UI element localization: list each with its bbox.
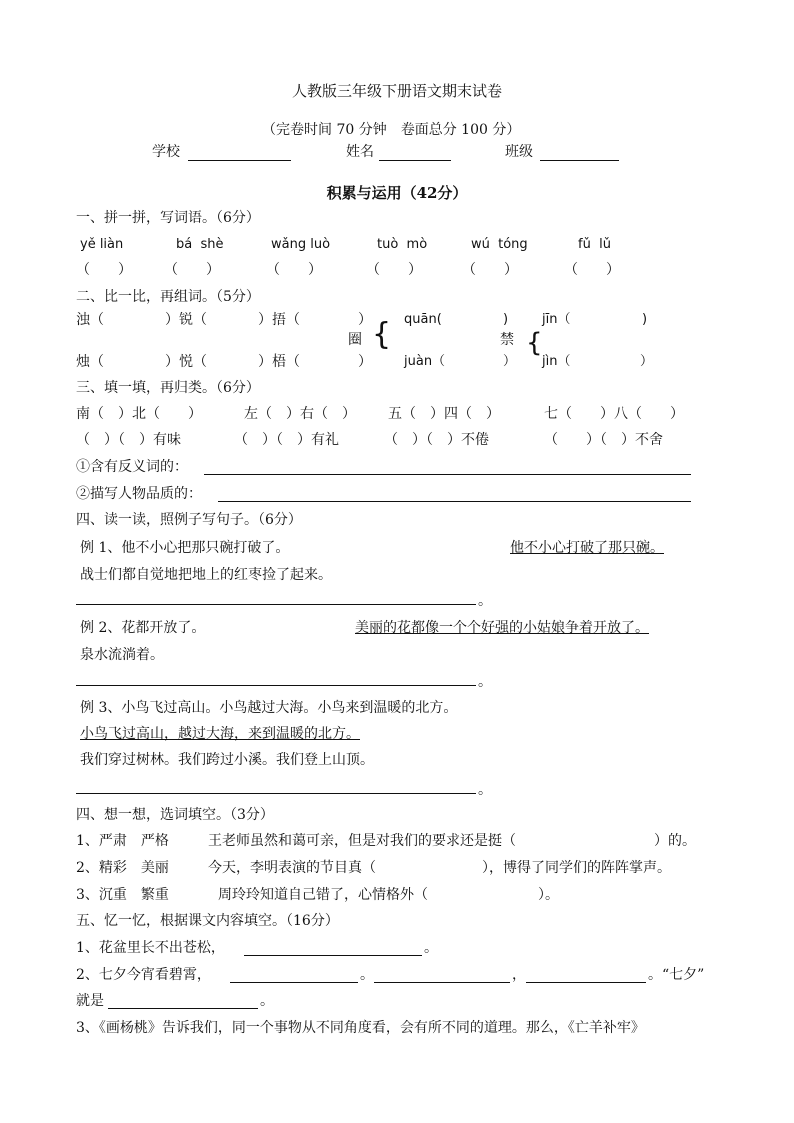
q6-line-2-end: 。“七夕” <box>648 967 705 983</box>
answer-paren-5[interactable]: （ ） <box>462 262 518 278</box>
example-3-answer: 小鸟飞过高山，越过大海，来到温暖的北方。 <box>80 726 360 742</box>
q6-line-1-end: 。 <box>424 940 438 956</box>
q2-row2-d: ） <box>358 354 372 370</box>
q6-line-2-sep2: ， <box>512 967 526 983</box>
q3-row1-d: 七（ ）八（ ） <box>544 406 684 422</box>
name-blank[interactable] <box>379 160 451 161</box>
q6-line-2-blank-2[interactable] <box>374 982 510 983</box>
pinyin-2: bá shè <box>176 237 224 252</box>
q6-line-2: 2、七夕今宵看碧霄， <box>76 967 211 983</box>
task-1-blank[interactable] <box>76 604 476 605</box>
q2-title: 二、比一比，再组词。（5分） <box>76 289 260 305</box>
q2-row2-a: 烛（ <box>76 354 104 370</box>
pinyin-1: yě liàn <box>80 237 124 252</box>
quan-bottom: juàn（ <box>404 354 446 369</box>
answer-paren-4[interactable]: （ ） <box>366 262 422 278</box>
char-quan: 圈 <box>348 332 362 348</box>
answer-paren-2[interactable]: （ ） <box>164 262 220 278</box>
example-3: 例 3、小鸟飞过高山。小鸟越过大海。小鸟来到温暖的北方。 <box>80 700 458 716</box>
q6-line-2-blank-3[interactable] <box>526 982 646 983</box>
q2-row2-c: ）梧（ <box>258 354 300 370</box>
q6-line-3-end: 。 <box>260 993 274 1009</box>
brace-icon: { <box>372 317 392 352</box>
answer-paren-3[interactable]: （ ） <box>266 262 322 278</box>
jin-bottom: jìn（ <box>542 354 571 369</box>
pinyin-5: wú tóng <box>471 237 528 252</box>
q3-row1-c: 五（ ）四（ ） <box>388 406 500 422</box>
example-2: 例 2、花都开放了。 <box>80 620 206 636</box>
brace-icon: { <box>526 328 543 358</box>
q2-row1-b: ）锐（ <box>165 312 207 328</box>
q5-item-1-sentence: 王老师虽然和蔼可亲，但是对我们的要求还是挺（ <box>208 833 516 849</box>
q5-item-3-end: ）。 <box>538 887 559 903</box>
q5-item-1-end: ）的。 <box>654 833 696 849</box>
example-2-answer: 美丽的花都像一个个好强的小姑娘争着开放了。 <box>355 620 649 636</box>
task-3: 我们穿过树林。我们跨过小溪。我们登上山顶。 <box>80 752 374 768</box>
task-3-period: 。 <box>478 782 492 798</box>
q6-line-3-blank[interactable] <box>108 1008 258 1009</box>
task-3-blank[interactable] <box>76 793 476 794</box>
task-2: 泉水流淌着。 <box>80 647 164 663</box>
school-blank[interactable] <box>188 160 291 161</box>
section-title: 积累与运用（42分） <box>326 184 468 202</box>
exam-title: 人教版三年级下册语文期末试卷 <box>291 82 502 100</box>
q5-item-2-sentence: 今天，李明表演的节目真（ <box>208 860 376 876</box>
class-blank[interactable] <box>540 160 619 161</box>
q2-row1-c: ）捂（ <box>258 312 300 328</box>
q6-line-4: 3、《画杨桃》告诉我们，同一个事物从不同角度看，会有所不同的道理。那么，《亡羊补牢》 <box>76 1020 645 1036</box>
q6-line-3: 就是 <box>76 993 104 1009</box>
q2-row2-b: ）悦（ <box>165 354 207 370</box>
q5-item-2-words: 2、精彩 美丽 <box>76 860 169 876</box>
jin-top-close: ) <box>642 312 648 327</box>
q6-line-2-blank-1[interactable] <box>230 982 358 983</box>
category-2-label: ②描写人物品质的： <box>76 486 202 502</box>
q3-row2-c: （ ）（ ）不倦 <box>384 432 489 448</box>
task-2-period: 。 <box>478 674 492 690</box>
q3-row2-a: （ ）（ ）有味 <box>76 432 181 448</box>
q6-line-1: 1、花盆里长不出苍松， <box>76 940 225 956</box>
q3-title: 三、填一填，再归类。（6分） <box>76 380 260 396</box>
q3-row2-b: （ ）（ ）有礼 <box>234 432 339 448</box>
q3-row1-a: 南（ ）北（ ） <box>76 406 202 422</box>
quan-bottom-close: ） <box>503 354 517 369</box>
q5-item-3-words: 3、沉重 繁重 <box>76 887 169 903</box>
category-2-blank[interactable] <box>218 501 691 502</box>
pinyin-4: tuò mò <box>377 237 428 252</box>
q6-title: 五、忆一忆，根据课文内容填空。（16分） <box>76 913 339 929</box>
name-label: 姓名 <box>346 144 374 160</box>
exam-subtitle: （完卷时间 70 分钟 卷面总分 100 分） <box>262 122 521 138</box>
category-1-blank[interactable] <box>204 474 691 475</box>
answer-paren-1[interactable]: （ ） <box>76 262 132 278</box>
pinyin-3: wǎng luò <box>271 237 331 252</box>
q4-title: 四、读一读，照例子写句子。（6分） <box>76 512 302 528</box>
q5-title: 四、想一想，选词填空。（3分） <box>76 807 274 823</box>
char-jin: 禁 <box>500 332 514 348</box>
q3-row1-b: 左（ ）右（ ） <box>244 406 356 422</box>
class-label: 班级 <box>505 144 533 160</box>
example-1-answer: 他不小心打破了那只碗。 <box>510 540 664 556</box>
pinyin-6: fǔ lǔ <box>578 237 611 252</box>
q6-line-2-sep1: 。 <box>360 967 374 983</box>
q2-row1-d: ） <box>358 312 372 328</box>
quan-top: quān( <box>404 312 442 327</box>
task-1-period: 。 <box>478 593 492 609</box>
q2-row1-a: 浊（ <box>76 312 104 328</box>
q5-item-1-words: 1、严肃 严格 <box>76 833 169 849</box>
task-2-blank[interactable] <box>76 685 476 686</box>
school-label: 学校 <box>152 144 180 160</box>
answer-paren-6[interactable]: （ ） <box>564 262 620 278</box>
example-1: 例 1、他不小心把那只碗打破了。 <box>80 540 290 556</box>
jin-bottom-close: ） <box>640 354 654 369</box>
jin-top: jīn（ <box>542 312 571 327</box>
quan-top-close: ) <box>503 312 509 327</box>
q5-item-2-end: ），博得了同学们的阵阵掌声。 <box>482 860 671 876</box>
task-1: 战士们都自觉地把地上的红枣捡了起来。 <box>80 567 332 583</box>
category-1-label: ①含有反义词的： <box>76 459 188 475</box>
q6-line-1-blank[interactable] <box>244 955 422 956</box>
q3-row2-d: （ ）（ ）不舍 <box>544 432 663 448</box>
q1-title: 一、拼一拼，写词语。（6分） <box>76 210 260 226</box>
q5-item-3-sentence: 周玲玲知道自己错了，心情格外（ <box>218 887 428 903</box>
